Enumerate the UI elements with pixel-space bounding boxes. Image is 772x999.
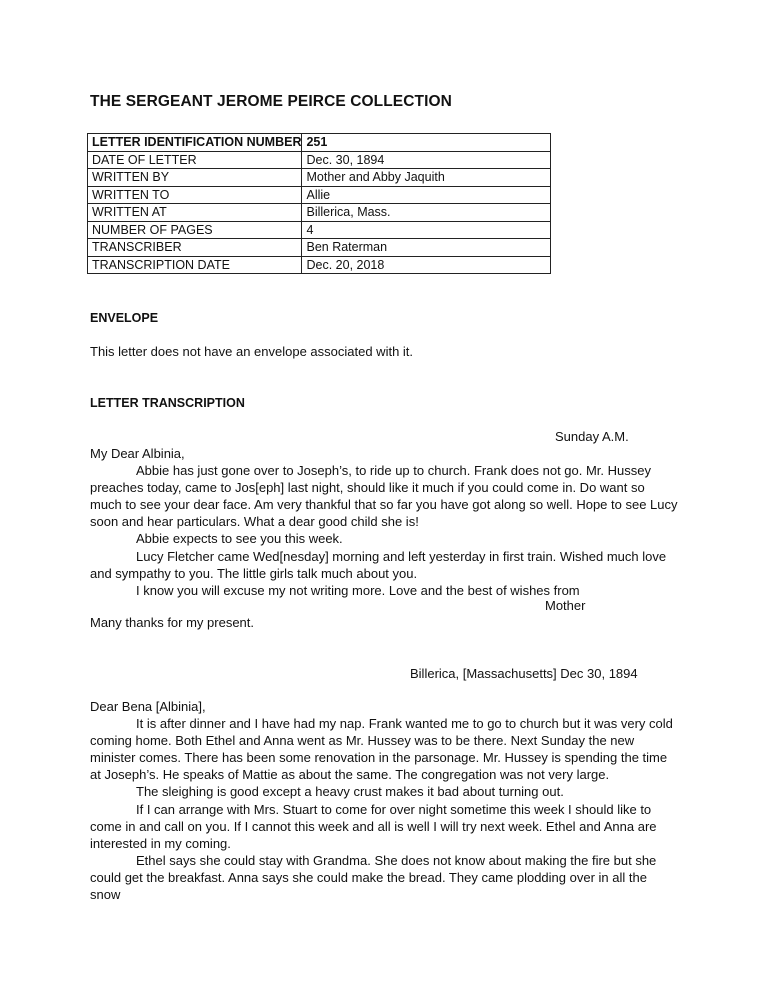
metadata-label: DATE OF LETTER [88, 151, 302, 169]
metadata-label: WRITTEN AT [88, 204, 302, 222]
letter2-paragraph: Ethel says she could stay with Grandma. She does not know about making the fire but she could get the breakfast. Anna says she could make the bread. They came plodding over in all the snow [90, 852, 657, 903]
metadata-label: TRANSCRIBER [88, 239, 302, 257]
metadata-label: LETTER IDENTIFICATION NUMBER [88, 134, 302, 152]
letter1-body [90, 445, 680, 599]
metadata-value: 4 [302, 221, 551, 239]
table-row [88, 134, 551, 152]
metadata-value: Dec. 20, 2018 [302, 256, 551, 274]
envelope-text: This letter does not have an envelope associated with it. [90, 344, 414, 359]
metadata-label: WRITTEN BY [88, 169, 302, 187]
letter2-body [90, 698, 680, 903]
table-row [88, 169, 551, 187]
table-row [88, 204, 551, 222]
letter1-paragraph: I know you will excuse my not writing more. Love and the best of wishes from [136, 582, 580, 598]
letter2-dateline: Billerica, [Massachusetts] Dec 30, 1894 [410, 666, 638, 681]
letter1-salutation: My Dear Albinia, [90, 446, 185, 461]
letter2-paragraph: The sleighing is good except a heavy crust makes it bad about turning out. [136, 784, 564, 800]
letter2-paragraph: It is after dinner and I have had my nap. Frank wanted me to go to church but it was very cold coming home. Both Ethel and Anna went as Mr. Hussey was to be there. Next Sunday the new minister comes. There has been some renovation in the parsonage. Mr. Hussey is spending the time at Joseph’s. He speaks of Mattie as about the same. The congregation was not very large. [90, 716, 673, 783]
letter1-paragraph: Abbie expects to see you this week. [136, 531, 343, 547]
metadata-value: Dec. 30, 1894 [302, 151, 551, 169]
letter1-postscript: Many thanks for my present. [90, 615, 255, 630]
metadata-label: NUMBER OF PAGES [88, 221, 302, 239]
collection-title: THE SERGEANT JEROME PEIRCE COLLECTION [90, 93, 452, 110]
letter-metadata-table [87, 133, 551, 274]
letter1-paragraph: Abbie has just gone over to Joseph’s, to ride up to church. Frank does not go. Mr. Hussey preaches today, came to Jos[eph] last night, should like it much if you could come in. Do want so much to see your dear face. Am very thankful that so far you have got along so well. Hope to see Lucy soon and hear particulars. What a dear good child she is! [90, 463, 678, 530]
table-row [88, 221, 551, 239]
transcription-heading: LETTER TRANSCRIPTION [90, 396, 245, 410]
metadata-value: Mother and Abby Jaquith [302, 169, 551, 187]
letter2-salutation: Dear Bena [Albinia], [90, 699, 206, 714]
metadata-value: 251 [302, 134, 551, 152]
letter1-signature: Mother [545, 598, 586, 613]
metadata-value: Billerica, Mass. [302, 204, 551, 222]
table-row [88, 256, 551, 274]
metadata-label: WRITTEN TO [88, 186, 302, 204]
letter1-paragraph: Lucy Fletcher came Wed[nesday] morning and left yesterday in first train. Wished much love and sympathy to you. The little girls talk much about you. [90, 548, 667, 581]
envelope-heading: ENVELOPE [90, 311, 159, 325]
table-row [88, 151, 551, 169]
letter1-dateline: Sunday A.M. [555, 429, 629, 444]
metadata-value: Allie [302, 186, 551, 204]
metadata-value: Ben Raterman [302, 239, 551, 257]
table-row [88, 186, 551, 204]
table-row [88, 239, 551, 257]
metadata-label: TRANSCRIPTION DATE [88, 256, 302, 274]
letter2-paragraph: If I can arrange with Mrs. Stuart to come for over night sometime this week I should like to come in and call on you. If I cannot this week and all is well I will try next week. Ethel and Anna are interested in my coming. [90, 801, 657, 851]
